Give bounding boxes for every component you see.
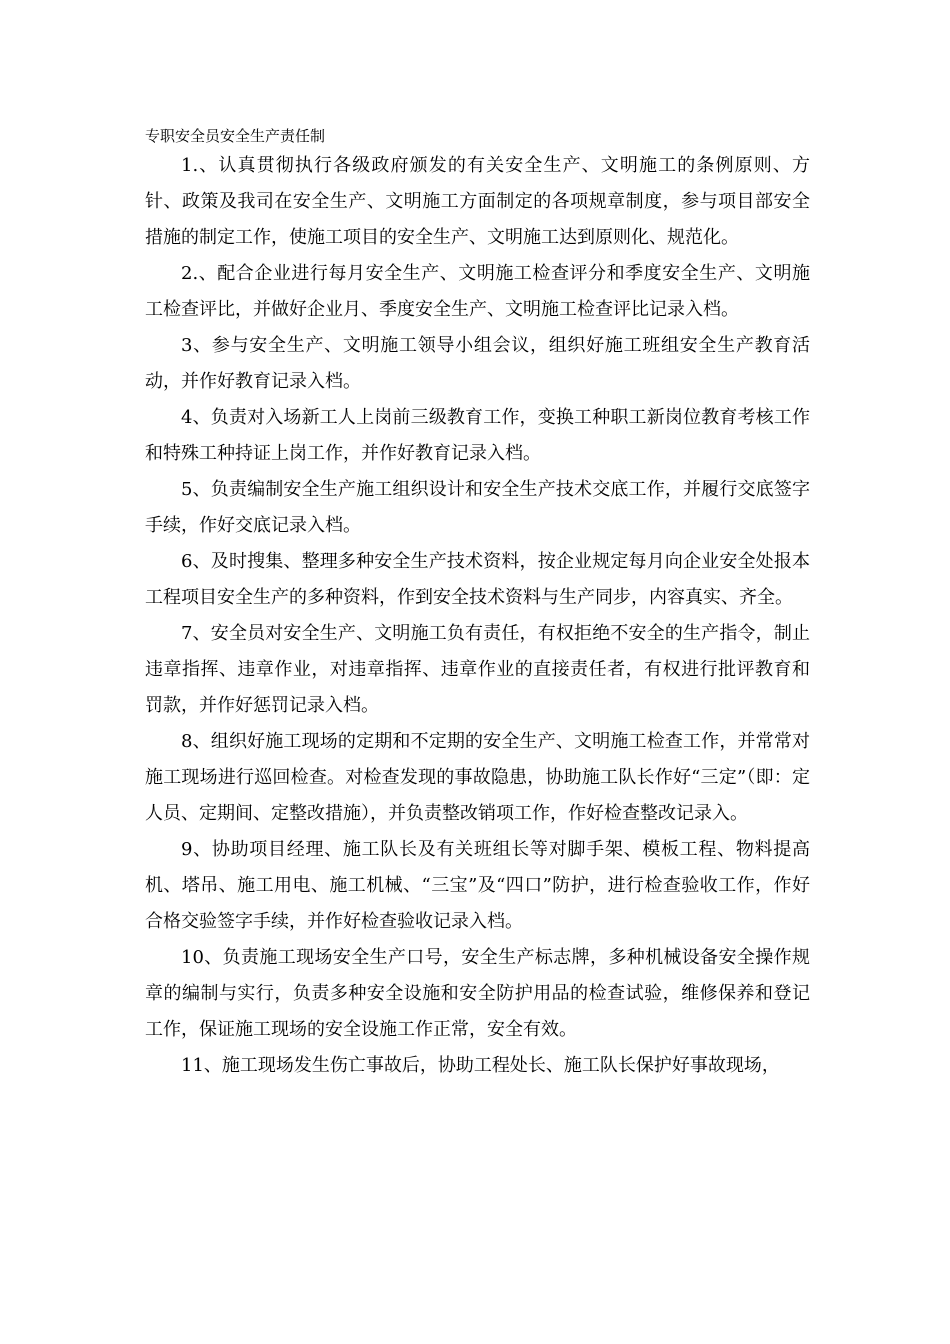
paragraph-5: 5、负责编制安全生产施工组织设计和安全生产技术交底工作，并履行交底签字手续，作好交底记录入档。	[145, 479, 810, 536]
paragraph-8: 8、组织好施工现场的定期和不定期的安全生产、文明施工检查工作，并常常对施工现场进行巡回检查。对检查发现的事故隐患，协助施工队长作好“三定”（即：定人员、定期间、定整改措施），并负责整改销项工作，作好检查整改记录入。	[145, 731, 810, 824]
paragraph-2: 2.、配合企业进行每月安全生产、文明施工检查评分和季度安全生产、文明施工检查评比，并做好企业月、季度安全生产、文明施工检查评比记录入档。	[145, 263, 810, 320]
paragraph-4: 4、负责对入场新工人上岗前三级教育工作，变换工种职工新岗位教育考核工作和特殊工种持证上岗工作，并作好教育记录入档。	[145, 407, 810, 464]
paragraph-9: 9、协助项目经理、施工队长及有关班组长等对脚手架、模板工程、物料提高机、塔吊、施工用电、施工机械、“三宝”及“四口”防护，进行检查验收工作，作好合格交验签字手续，并作好检查验收记录入档。	[145, 839, 810, 932]
paragraph-11: 11、施工现场发生伤亡事故后，协助工程处长、施工队长保护好事故现场，	[181, 1055, 780, 1076]
document-title: 专职安全员安全生产责任制	[145, 127, 326, 145]
document-body	[145, 148, 810, 1084]
paragraph-6: 6、及时搜集、整理多种安全生产技术资料，按企业规定每月向企业安全处报本工程项目安全生产的多种资料，作到安全技术资料与生产同步，内容真实、齐全。	[145, 551, 810, 608]
paragraph-1: 1.、认真贯彻执行各级政府颁发的有关安全生产、文明施工的条例原则、方针、政策及我司在安全生产、文明施工方面制定的各项规章制度，参与项目部安全措施的制定工作，使施工项目的安全生产、文明施工达到原则化、规范化。	[145, 155, 810, 248]
paragraph-7: 7、安全员对安全生产、文明施工负有责任，有权拒绝不安全的生产指令，制止违章指挥、违章作业，对违章指挥、违章作业的直接责任者，有权进行批评教育和罚款，并作好惩罚记录入档。	[145, 623, 810, 716]
paragraph-3: 3、参与安全生产、文明施工领导小组会议，组织好施工班组安全生产教育活动，并作好教育记录入档。	[145, 335, 810, 392]
paragraph-10: 10、负责施工现场安全生产口号，安全生产标志牌，多种机械设备安全操作规章的编制与实行，负责多种安全设施和安全防护用品的检查试验，维修保养和登记工作，保证施工现场的安全设施工作正常，安全有效。	[145, 947, 810, 1040]
